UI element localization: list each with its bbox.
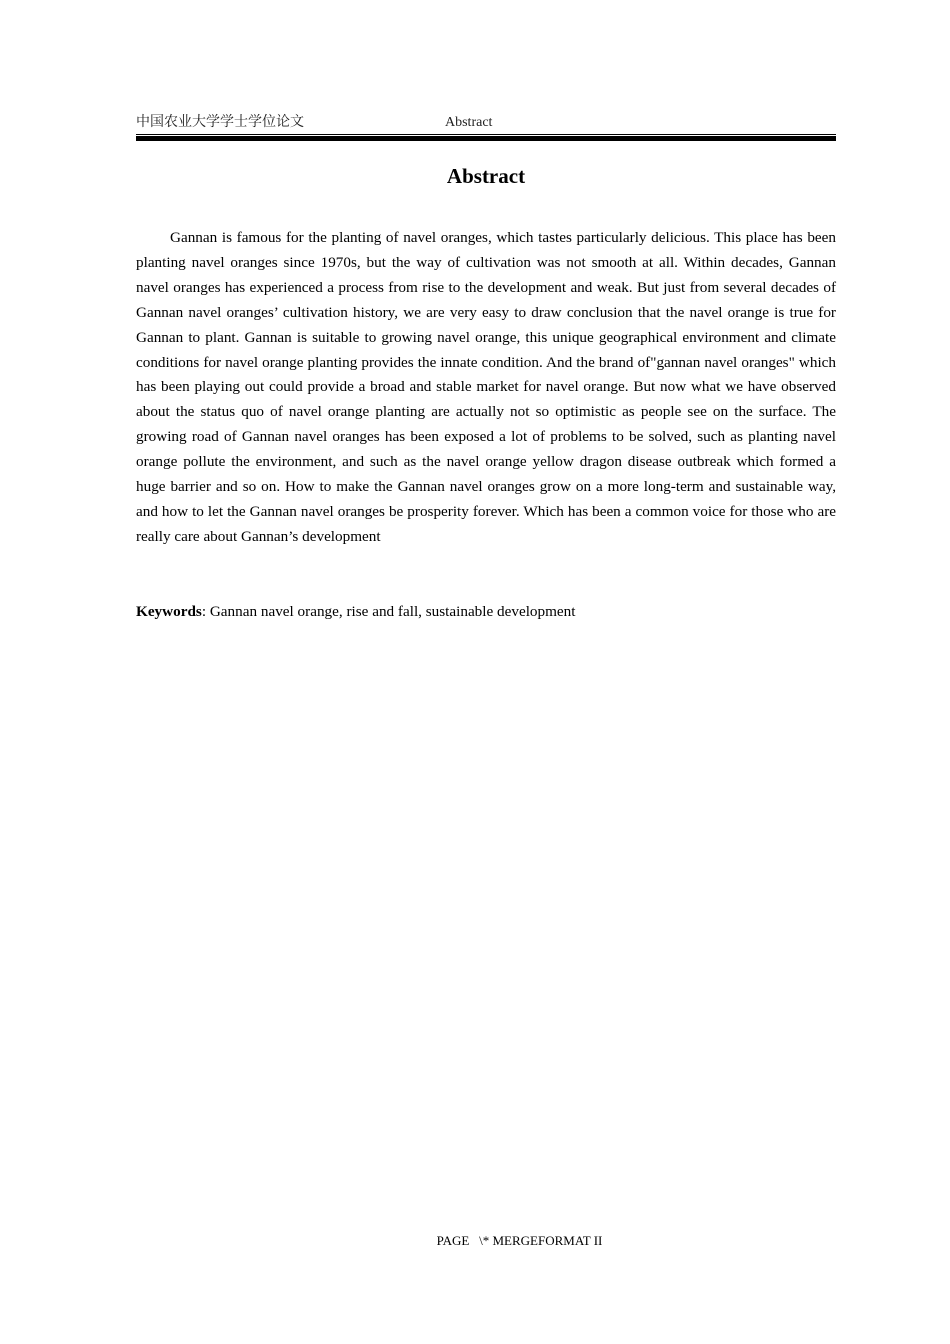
keywords-separator: : bbox=[201, 603, 210, 620]
header-divider-thick-line bbox=[136, 136, 836, 141]
keywords-label: Keywords bbox=[136, 603, 202, 620]
keywords-text: Gannan navel orange, rise and fall, sustainable development bbox=[209, 603, 576, 620]
page-title: Abstract bbox=[446, 164, 526, 188]
header-section-title: Abstract bbox=[445, 115, 493, 130]
header-divider bbox=[136, 134, 836, 142]
header-divider-thin-line bbox=[136, 134, 836, 135]
page-header bbox=[136, 112, 836, 134]
header-university-title: 中国农业大学学士学位论文 bbox=[136, 115, 304, 130]
page-footer bbox=[136, 1214, 836, 1268]
keywords-line bbox=[136, 600, 836, 625]
page-number-field: PAGE \* MERGEFORMAT II bbox=[436, 1233, 603, 1248]
abstract-paragraph: Gannan is famous for the planting of navel oranges, which tastes particularly delicious. This place has been planting navel oranges since 1970s, but the way of cultivation was not smooth at all. Within decades, Gannan navel oranges has experienced a process from rise to the development and weak. But just from several decades of Gannan navel oranges’ cultivation history, we are very easy to draw conclusion that the navel orange is true for Gannan to plant. Gannan is suitable to growing navel orange, this unique geographical environment and climate conditions for navel orange planting provides the innate condition. And the brand of"gannan navel oranges" which has been playing out could provide a broad and stable market for navel orange. But now what we have observed about the status quo of navel orange planting are actually not so optimistic as people see on the surface. The growing road of Gannan navel oranges has been exposed a lot of problems to be solved, such as planting navel orange pollute the environment, and such as the navel orange yellow dragon disease outbreak which formed a huge barrier and so on. How to make the Gannan navel oranges grow on a more long-term and sustainable way, and how to let the Gannan navel oranges be prosperity forever. Which has been a common voice for those who are really care about Gannan’s development bbox=[136, 229, 836, 545]
